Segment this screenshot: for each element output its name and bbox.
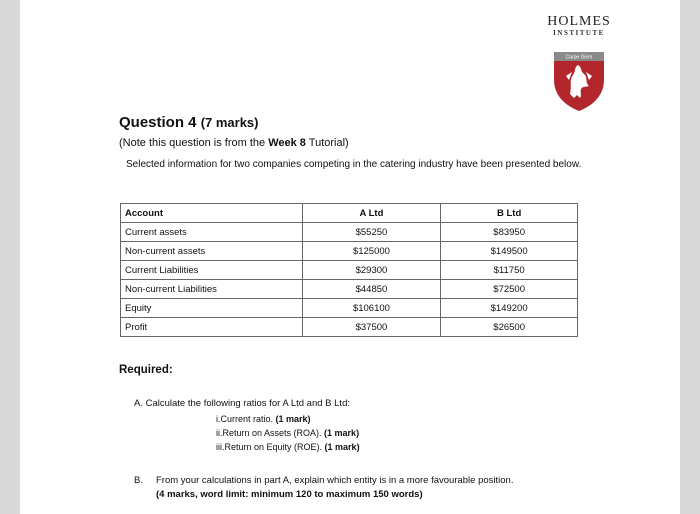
crest-shield-icon (552, 50, 606, 112)
account-cell: Non-current assets (121, 242, 303, 261)
institute-logo (539, 14, 619, 37)
table-row (121, 261, 578, 280)
ratio-item-current (216, 412, 360, 426)
ratio-text: iii.Return on Equity (ROE). (216, 442, 325, 452)
part-b-text: From your calculations in part A, explain which entity is in a more favourable position. (156, 475, 514, 486)
b-ltd-cell: $26500 (441, 318, 578, 337)
a-ltd-cell: $106100 (302, 299, 441, 318)
question-note (119, 137, 349, 149)
required-heading: Required: (119, 364, 173, 376)
ratio-marks: (1 mark) (324, 442, 360, 452)
part-b-instruction (134, 474, 513, 502)
note-pre: (Note this question is from the (119, 137, 269, 149)
account-cell: Current assets (121, 223, 303, 242)
table-row (121, 299, 578, 318)
document-page (20, 0, 680, 514)
table-row (121, 280, 578, 299)
note-post: Tutorial) (305, 137, 349, 149)
account-cell: Profit (121, 318, 303, 337)
part-b-letter: B. (134, 475, 143, 486)
ratio-text: ii.Return on Assets (ROA). (216, 428, 325, 438)
table-row (121, 318, 578, 337)
a-ltd-cell: $55250 (302, 223, 441, 242)
header-b-ltd: B Ltd (441, 204, 578, 223)
ratio-list (216, 412, 360, 454)
part-b-marks: (4 marks, word limit: minimum 120 to maximum 150 words) (156, 489, 423, 500)
table-header-row (121, 204, 578, 223)
crest-banner-text: Carpe Diem (565, 54, 593, 61)
note-week: Week 8 (268, 137, 306, 149)
account-cell: Non-current Liabilities (121, 280, 303, 299)
part-a-instruction: A. Calculate the following ratios for A Ltd and B Ltd: (134, 398, 350, 409)
logo-name: HOLMES (547, 14, 611, 29)
ratio-text: i.Current ratio. (216, 414, 276, 424)
a-ltd-cell: $29300 (302, 261, 441, 280)
b-ltd-cell: $149500 (441, 242, 578, 261)
header-a-ltd: A Ltd (302, 204, 441, 223)
account-cell: Equity (121, 299, 303, 318)
ratio-marks: (1 mark) (275, 414, 311, 424)
b-ltd-cell: $149200 (441, 299, 578, 318)
b-ltd-cell: $83950 (441, 223, 578, 242)
company-data-table (120, 203, 578, 337)
logo-subtitle: INSTITUTE (553, 29, 605, 37)
question-title (119, 114, 259, 131)
a-ltd-cell: $44850 (302, 280, 441, 299)
ratio-item-roe (216, 440, 360, 454)
question-intro: Selected information for two companies competing in the catering industry have been presented below. (126, 159, 582, 170)
question-title-text: Question 4 (119, 114, 197, 131)
table-row (121, 223, 578, 242)
header-account: Account (121, 204, 303, 223)
a-ltd-cell: $37500 (302, 318, 441, 337)
ratio-item-roa (216, 426, 360, 440)
account-cell: Current Liabilities (121, 261, 303, 280)
question-marks: (7 marks) (200, 115, 259, 130)
a-ltd-cell: $125000 (302, 242, 441, 261)
table-row (121, 242, 578, 261)
b-ltd-cell: $72500 (441, 280, 578, 299)
ratio-marks: (1 mark) (324, 428, 360, 438)
b-ltd-cell: $11750 (441, 261, 578, 280)
